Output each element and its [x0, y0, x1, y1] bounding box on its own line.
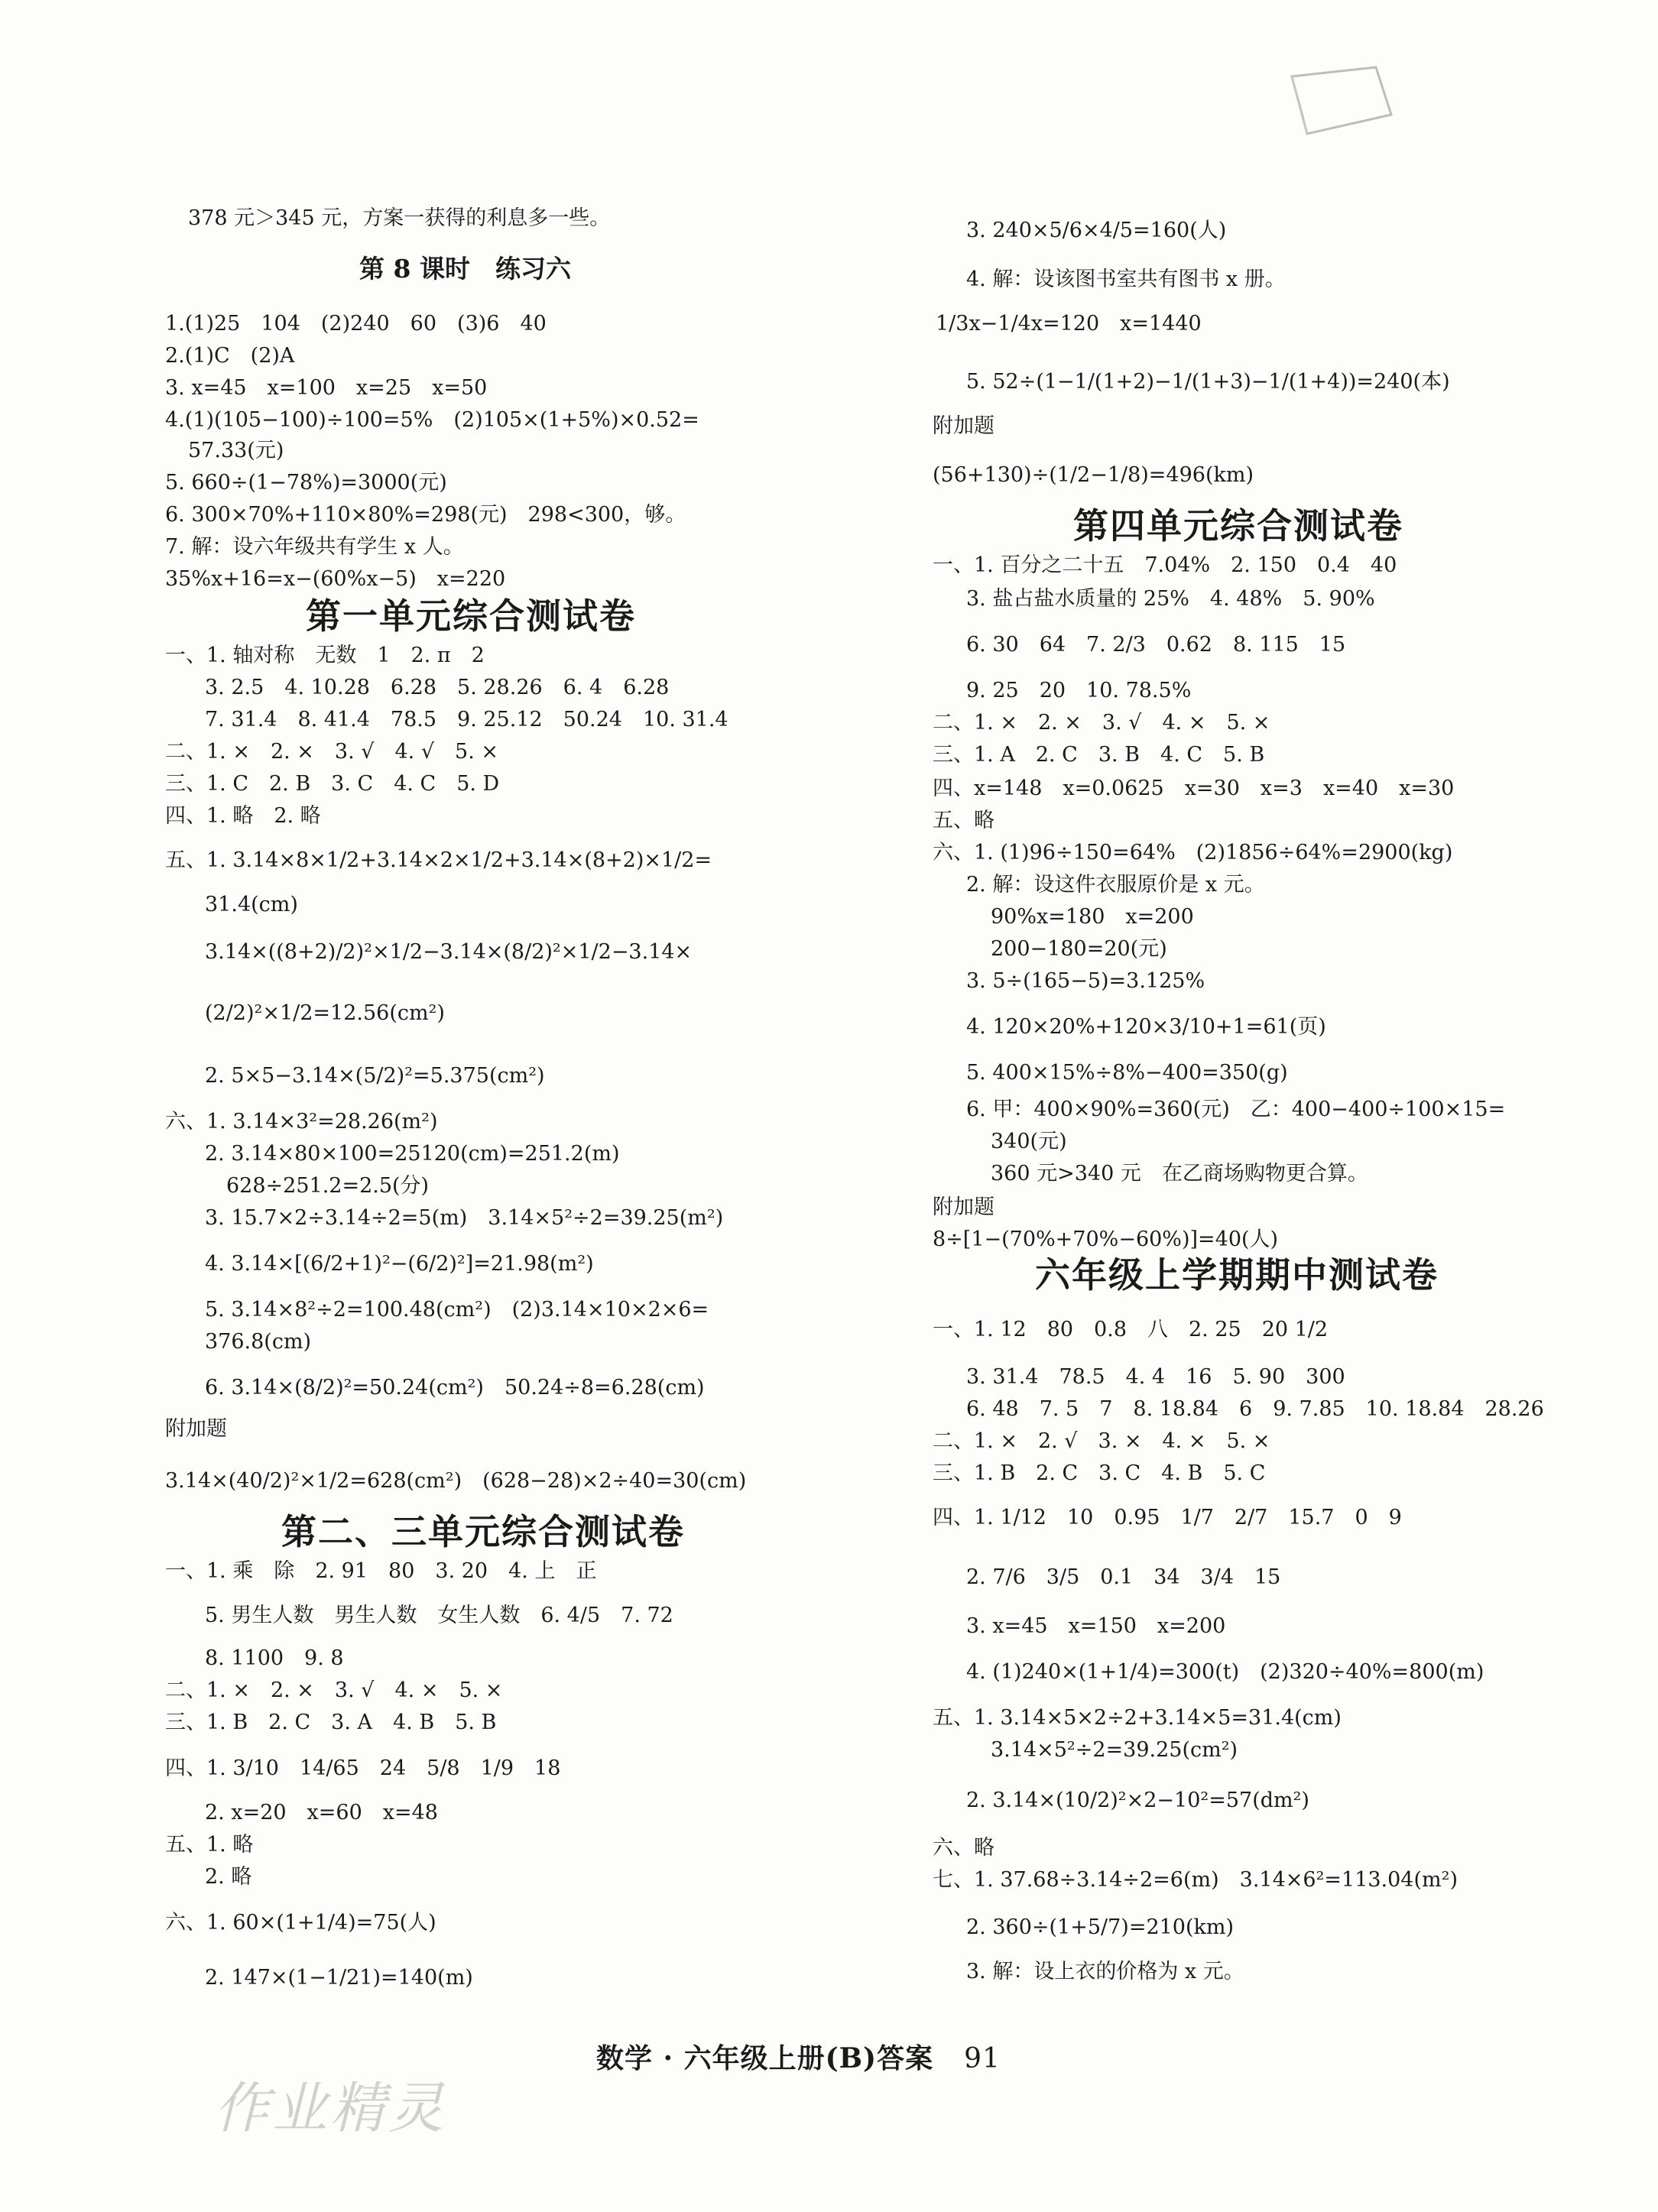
answer-line: 3.14×(40/2)²×1/2=628(cm²) (628−28)×2÷40=30(cm) — [165, 1469, 747, 1493]
answer-line: 360 元>340 元 在乙商场购物更合算。 — [991, 1162, 1368, 1185]
answer-line: 3. 解：设上衣的价格为 x 元。 — [966, 1960, 1244, 1983]
answer-line: 六、1. 60×(1+1/4)=75(人) — [165, 1911, 436, 1935]
answer-line: 2. 147×(1−1/21)=140(m) — [205, 1966, 473, 1990]
right-column — [829, 0, 1658, 2212]
answer-line: 三、1. B 2. C 3. C 4. B 5. C — [933, 1461, 1266, 1485]
answer-line: 一、1. 乘 除 2. 91 80 3. 20 4. 上 正 — [165, 1559, 597, 1583]
answer-line: 6. 甲：400×90%=360(元) 乙：400−400÷100×15= — [966, 1098, 1506, 1121]
lesson-heading: 第 8 课时 练习六 — [359, 254, 571, 284]
answer-line: 4. 3.14×[(6/2+1)²−(6/2)²]=21.98(m²) — [205, 1252, 594, 1276]
answer-line: 六、1. (1)96÷150=64% (2)1856÷64%=2900(kg) — [933, 841, 1453, 864]
answer-line: 31.4(cm) — [205, 893, 298, 916]
answer-line: 5. 400×15%÷8%−400=350(g) — [966, 1061, 1288, 1085]
answer-line: 4. 解：设该图书室共有图书 x 册。 — [966, 268, 1286, 291]
answer-line: 90%x=180 x=200 — [991, 905, 1194, 929]
section-heading: 第四单元综合测试卷 — [1073, 505, 1403, 547]
answer-line: 2. 略 — [205, 1865, 252, 1889]
section-heading: 第一单元综合测试卷 — [306, 595, 636, 637]
answer-line: 57.33(元) — [188, 439, 284, 462]
answer-line: 4. 120×20%+120×3/10+1=61(页) — [966, 1015, 1326, 1039]
answer-line: 四、1. 3/10 14/65 24 5/8 1/9 18 — [165, 1756, 561, 1780]
answer-line: 2. 3.14×80×100=25120(cm)=251.2(m) — [205, 1142, 620, 1166]
answer-line: 5. 男生人数 男生人数 女生人数 6. 4/5 7. 72 — [205, 1604, 673, 1627]
footer-title: 数学 · 六年级上册(B)答案 — [596, 2042, 934, 2074]
watermark: 作业精灵 — [214, 2076, 447, 2140]
answer-line: 一、1. 轴对称 无数 1 2. π 2 — [165, 644, 485, 667]
answer-line: 376.8(cm) — [205, 1330, 312, 1354]
answer-line: 五、1. 3.14×5×2÷2+3.14×5=31.4(cm) — [933, 1706, 1342, 1730]
answer-line: 5. 3.14×8²÷2=100.48(cm²) (2)3.14×10×2×6= — [205, 1298, 709, 1322]
answer-line: 附加题 — [165, 1417, 227, 1441]
answer-line: 6. 3.14×(8/2)²=50.24(cm²) 50.24÷8=6.28(cm) — [205, 1376, 705, 1400]
answer-line: 3. 240×5/6×4/5=160(人) — [966, 219, 1227, 242]
answer-line: 四、x=148 x=0.0625 x=30 x=3 x=40 x=30 — [933, 777, 1455, 800]
answer-line: 4. (1)240×(1+1/4)=300(t) (2)320÷40%=800(m) — [966, 1660, 1484, 1684]
answer-line: 2. 7/6 3/5 0.1 34 3/4 15 — [966, 1565, 1281, 1589]
answer-line: 9. 25 20 10. 78.5% — [966, 679, 1192, 702]
answer-line: 7. 解：设六年级共有学生 x 人。 — [165, 535, 464, 559]
answer-line: 8. 1100 9. 8 — [205, 1646, 344, 1670]
page-footer — [596, 2037, 1001, 2076]
answer-line: 1.(1)25 104 (2)240 60 (3)6 40 — [165, 312, 547, 336]
answer-line: 3.14×5²÷2=39.25(cm²) — [991, 1738, 1238, 1762]
answer-line: 3. 盐占盐水质量的 25% 4. 48% 5. 90% — [966, 587, 1375, 611]
answer-line: 2. 360÷(1+5/7)=210(km) — [966, 1915, 1235, 1939]
answer-line: 三、1. B 2. C 3. A 4. B 5. B — [165, 1711, 497, 1734]
answer-line: 2. 3.14×(10/2)²×2−10²=57(dm²) — [966, 1789, 1309, 1812]
answer-line: 3. x=45 x=100 x=25 x=50 — [165, 376, 488, 400]
answer-line: 200−180=20(元) — [991, 937, 1167, 961]
answer-line: 378 元＞345 元，方案一获得的利息多一些。 — [188, 206, 611, 230]
section-heading: 第二、三单元综合测试卷 — [281, 1511, 685, 1552]
answer-line: 6. 48 7. 5 7 8. 18.84 6 9. 7.85 10. 18.84 28.26 — [966, 1397, 1544, 1421]
answer-line: 六、略 — [933, 1836, 994, 1860]
answer-line: 340(元) — [991, 1130, 1067, 1153]
answer-line: 七、1. 37.68÷3.14÷2=6(m) 3.14×6²=113.04(m²) — [933, 1868, 1458, 1892]
answer-line: 3.14×((8+2)/2)²×1/2−3.14×(8/2)²×1/2−3.14× — [205, 940, 693, 964]
answer-line: 2. x=20 x=60 x=48 — [205, 1801, 438, 1824]
answer-line: 四、1. 1/12 10 0.95 1/7 2/7 15.7 0 9 — [933, 1506, 1402, 1529]
answer-line: 5. 660÷(1−78%)=3000(元) — [165, 471, 447, 495]
answer-line: 六、1. 3.14×3²=28.26(m²) — [165, 1110, 438, 1134]
answer-line: 2. 解：设这件衣服原价是 x 元。 — [966, 873, 1265, 897]
answer-line: 3. 2.5 4. 10.28 6.28 5. 28.26 6. 4 6.28 — [205, 676, 670, 699]
page-number: 91 — [964, 2043, 1001, 2074]
answer-line: 三、1. A 2. C 3. B 4. C 5. B — [933, 743, 1265, 767]
answer-line: 2.(1)C (2)A — [165, 344, 295, 368]
answer-line: 附加题 — [933, 1195, 994, 1219]
answer-line: (56+130)÷(1/2−1/8)=496(km) — [933, 463, 1254, 487]
answer-line: 二、1. × 2. × 3. √ 4. × 5. × — [165, 1678, 503, 1702]
answer-line: 二、1. × 2. √ 3. × 4. × 5. × — [933, 1429, 1270, 1453]
answer-line: 二、1. × 2. × 3. √ 4. × 5. × — [933, 711, 1270, 735]
answer-line: 7. 31.4 8. 41.4 78.5 9. 25.12 50.24 10. 31.4 — [205, 708, 728, 731]
section-heading: 六年级上学期期中测试卷 — [1035, 1254, 1439, 1296]
answer-line: 35%x+16=x−(60%x−5) x=220 — [165, 567, 506, 591]
answer-line: 二、1. × 2. × 3. √ 4. √ 5. × — [165, 740, 498, 764]
answer-line: 6. 30 64 7. 2/3 0.62 8. 115 15 — [966, 633, 1346, 657]
answer-line: 五、略 — [933, 809, 994, 832]
answer-line: 3. 31.4 78.5 4. 4 16 5. 90 300 — [966, 1365, 1345, 1389]
answer-line: 一、1. 12 80 0.8 八 2. 25 20 1/2 — [933, 1318, 1329, 1341]
answer-line: 3. 5÷(165−5)=3.125% — [966, 969, 1205, 993]
answer-line: 8÷[1−(70%+70%−60%)]=40(人) — [933, 1228, 1279, 1251]
answer-line: 3. 15.7×2÷3.14÷2=5(m) 3.14×5²÷2=39.25(m²) — [205, 1206, 724, 1230]
answer-line: 4.(1)(105−100)÷100=5% (2)105×(1+5%)×0.52= — [165, 408, 699, 432]
answer-line: 3. x=45 x=150 x=200 — [966, 1614, 1226, 1638]
answer-line: 三、1. C 2. B 3. C 4. C 5. D — [165, 772, 500, 796]
answer-line: 一、1. 百分之二十五 7.04% 2. 150 0.4 40 — [933, 553, 1397, 577]
answer-line: 五、1. 略 — [165, 1833, 254, 1857]
answer-line: 附加题 — [933, 414, 994, 438]
answer-line: 6. 300×70%+110×80%=298(元) 298<300，够。 — [165, 503, 686, 527]
answer-line: 5. 52÷(1−1/(1+2)−1/(1+3)−1/(1+4))=240(本) — [966, 370, 1450, 394]
answer-line: (2/2)²×1/2=12.56(cm²) — [205, 1001, 445, 1025]
publisher-stamp-icon — [1284, 61, 1399, 145]
answer-line: 1/3x−1/4x=120 x=1440 — [936, 312, 1202, 336]
answer-line: 四、1. 略 2. 略 — [165, 804, 321, 828]
answer-line: 五、1. 3.14×8×1/2+3.14×2×1/2+3.14×(8+2)×1/2= — [165, 848, 712, 872]
answer-line: 628÷251.2=2.5(分) — [226, 1174, 430, 1198]
answer-line: 2. 5×5−3.14×(5/2)²=5.375(cm²) — [205, 1064, 545, 1088]
